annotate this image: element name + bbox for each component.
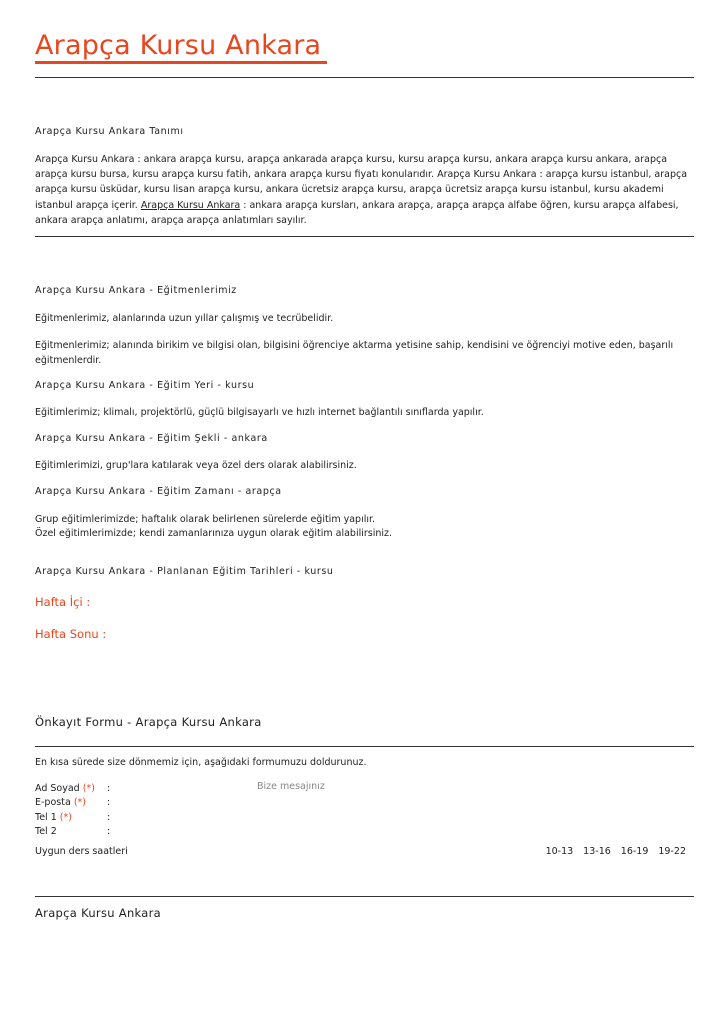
definition-text [35, 152, 694, 228]
hours-label: Uygun ders saatleri [35, 846, 128, 857]
teachers-text-1: Eğitmenlerimiz, alanlarında uzun yıllar çalışmış ve tecrübelidir. [35, 313, 334, 324]
definition-link[interactable]: Arapça Kursu Ankara [140, 199, 241, 211]
definition-divider [35, 236, 694, 237]
page-title: Arapça Kursu Ankara [35, 30, 322, 61]
style-heading: Arapça Kursu Ankara - Eğitim Şekli - ankara [35, 433, 268, 444]
slot-19-22[interactable]: 19-22 [658, 846, 686, 857]
tel2-field[interactable] [35, 826, 235, 840]
definition-heading: Arapça Kursu Ankara Tanımı [35, 126, 184, 137]
time-text-2: Özel eğitimlerimizde; kendi zamanlarınıza uygun olarak eğitim alabilirsiniz. [35, 528, 393, 539]
header-divider [35, 77, 694, 78]
teachers-heading: Arapça Kursu Ankara - Eğitmenlerimiz [35, 285, 237, 296]
email-label: E-posta (*) [35, 797, 86, 808]
slot-13-16[interactable]: 13-16 [583, 846, 611, 857]
name-field[interactable] [35, 783, 235, 797]
weekend-label: Hafta Sonu : [35, 627, 107, 641]
definition-text-end: : ankara arapça kursları, ankara arapça, arapça arapça alfabe öğren, kursu arapça alfabesi, ankara arapça anlatımı, arapça arapça anlatımları sayılır. [35, 199, 679, 226]
required-mark: (*) [59, 812, 72, 823]
place-text: Eğitimlerimiz; klimalı, projektörlü, güçlü bilgisayarlı ve hızlı internet bağlantılı sınıflarda yapılır. [35, 407, 484, 418]
tel1-label: Tel 1 (*) [35, 812, 72, 823]
email-colon: : [107, 797, 111, 808]
form-divider [35, 746, 694, 747]
name-label: Ad Soyad (*) [35, 783, 95, 794]
time-heading: Arapça Kursu Ankara - Eğitim Zamanı - arapça [35, 486, 282, 497]
footer-title: Arapça Kursu Ankara [35, 906, 162, 920]
tel1-colon: : [107, 812, 111, 823]
name-colon: : [107, 783, 111, 794]
form-title: Önkayıt Formu - Arapça Kursu Ankara [35, 715, 262, 729]
footer-divider [35, 896, 694, 897]
required-mark: (*) [82, 783, 95, 794]
hours-slots [536, 846, 686, 857]
message-field[interactable]: Bize mesajınız [257, 781, 325, 792]
weekday-label: Hafta İçi : [35, 595, 91, 609]
schedule-heading: Arapça Kursu Ankara - Planlanan Eğitim Tarihleri - kursu [35, 566, 334, 577]
style-text: Eğitimlerimizi, grup'lara katılarak veya özel ders olarak alabilirsiniz. [35, 460, 357, 471]
title-underline [35, 61, 327, 64]
slot-16-19[interactable]: 16-19 [620, 846, 649, 857]
tel1-field[interactable] [35, 812, 235, 826]
tel2-label: Tel 2 [35, 826, 57, 837]
time-text-1: Grup eğitimlerimizde; haftalık olarak belirlenen sürelerde eğitim yapılır. [35, 514, 376, 525]
place-heading: Arapça Kursu Ankara - Eğitim Yeri - kursu [35, 380, 255, 391]
required-mark: (*) [73, 797, 86, 808]
slot-10-13[interactable]: 10-13 [545, 846, 574, 857]
tel2-colon: : [107, 826, 111, 837]
form-intro: En kısa sürede size dönmemiz için, aşağıdaki formumuzu doldurunuz. [35, 757, 367, 768]
definition-text-start: Arapça Kursu Ankara : ankara arapça kursu, arapça ankarada arapça kursu, kursu arapça kursu, ankara arapça kursu ankara, arapça arapça kursu bursa, kursu arapça kursu fatih, ankara arapça kursu fiyatı konularıdır. Arapça Kursu Ankara : arapça kursu istanbul, arapça arapça kursu üsküdar, kursu lisan arapça kursu, ankara ücretsiz arapça kursu, arapça ücretsiz arapça kursu istanbul, kursu akademi istanbul arapça içerir. [35, 154, 688, 211]
email-field[interactable] [35, 797, 235, 811]
teachers-text-2: Eğitmenlerimiz; alanında birikim ve bilgisi olan, bilgisini öğrenciye aktarma yetisine sahip, kendisini ve öğrenciyi motive eden, başarılı eğitmenlerdir. [35, 340, 674, 367]
